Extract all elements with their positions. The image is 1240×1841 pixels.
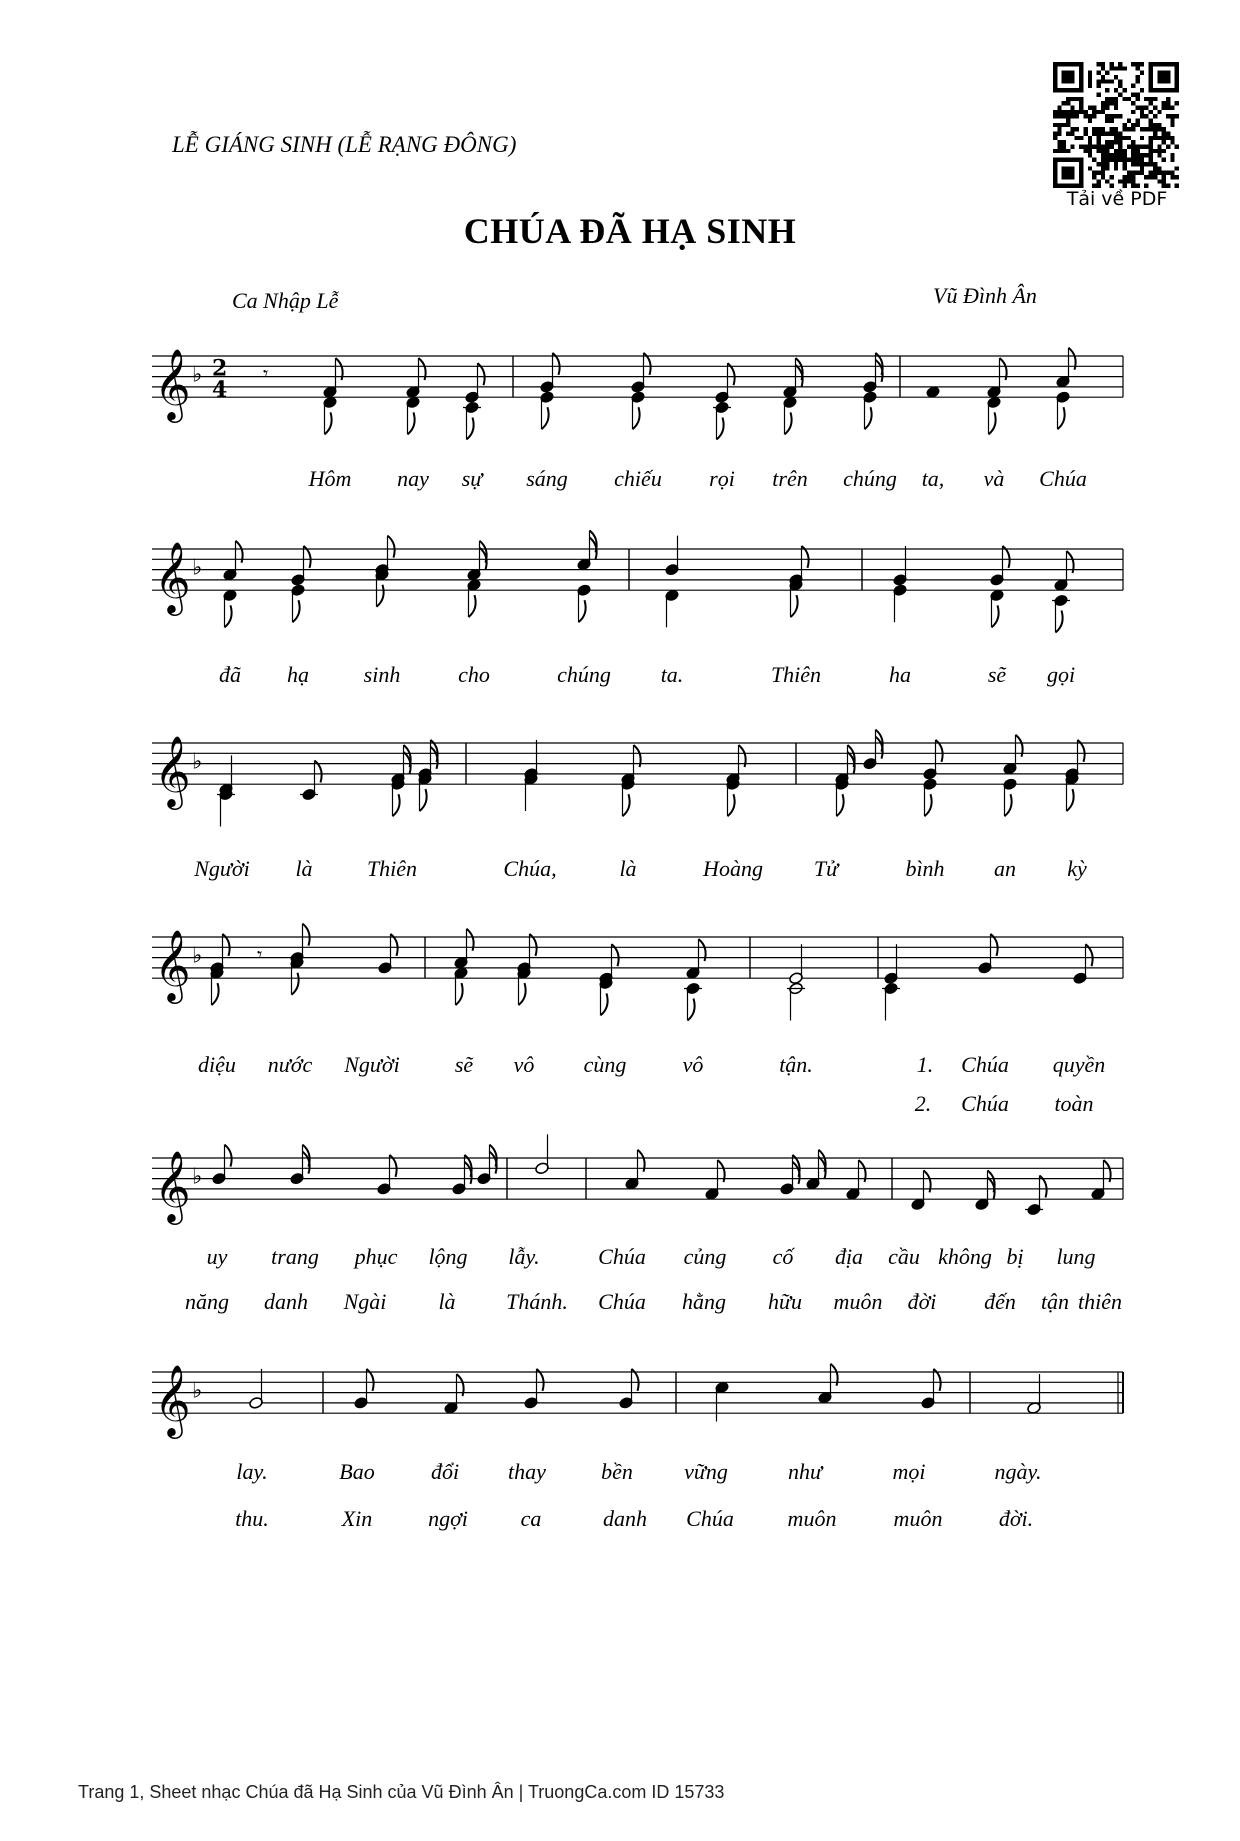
lyric-word: danh (603, 1506, 647, 1531)
staff-system-2 (152, 530, 1123, 632)
staff-system-3 (152, 730, 1123, 827)
lyric-word: bền (601, 1459, 633, 1484)
lyric-word: trên (772, 466, 808, 491)
lyric-word: gọi (1046, 662, 1076, 687)
lyric-word: như (788, 1459, 822, 1484)
lyric-word: kỳ (1067, 856, 1087, 881)
staff-system-1 (152, 347, 1123, 439)
lyric-word: chúng (557, 662, 611, 687)
lyric-word: lung (1056, 1244, 1096, 1269)
lyric-word: danh (264, 1289, 308, 1314)
lyric-word: muôn (833, 1289, 883, 1314)
lyric-word: hạ (287, 662, 309, 687)
lyric-word: ta. (660, 662, 684, 687)
lyric-word: địa (834, 1244, 864, 1269)
lyric-word: vô (682, 1052, 704, 1077)
lyric-word: quyền (1052, 1052, 1106, 1077)
lyric-word: sinh (363, 662, 401, 687)
treble-clef-icon: 𝄞 (154, 734, 191, 808)
lyric-word: cố (772, 1244, 794, 1269)
lyric-word: toàn (1054, 1091, 1094, 1116)
lyric-word: vững (684, 1459, 728, 1484)
lyric-word: đến (984, 1289, 1016, 1314)
lyric-word: lay. (236, 1459, 268, 1484)
lyric-word: sự (461, 466, 483, 491)
flat-icon: ♭ (192, 1378, 203, 1404)
lyric-word: trang (271, 1244, 319, 1269)
staff-system-6 (152, 1363, 1123, 1439)
lyric-word: muôn (893, 1506, 943, 1531)
lyric-word: là (295, 856, 313, 881)
lyric-word: ha (889, 662, 911, 687)
lyric-word: Người (194, 856, 250, 881)
lyric-word: Ngài (343, 1289, 387, 1314)
section-label: Ca Nhập Lễ (232, 288, 339, 313)
lyric-word: Thiên (366, 856, 418, 881)
svg-text:𝄾: 𝄾 (257, 942, 263, 967)
lyric-word: thu. (235, 1506, 269, 1531)
lyric-word: cùng (583, 1052, 627, 1077)
lyric-word: ta, (921, 466, 945, 491)
lyric-word: ngợi (428, 1506, 468, 1531)
lyric-word: 1. (916, 1052, 934, 1077)
lyric-word: Chúa (961, 1091, 1009, 1116)
flat-icon: ♭ (192, 362, 203, 388)
lyric-word: lộng (428, 1244, 468, 1269)
lyric-word: hằng (682, 1289, 726, 1314)
composer-name: Vũ Đình Ân (933, 283, 1037, 308)
lyric-word: là (438, 1289, 456, 1314)
treble-clef-icon: 𝄞 (154, 347, 191, 421)
lyric-word: thay (508, 1459, 546, 1484)
lyric-word: và (983, 466, 1005, 491)
treble-clef-icon: 𝄞 (154, 928, 191, 1002)
lyric-word: Bao (339, 1459, 375, 1484)
flat-icon: ♭ (192, 555, 203, 581)
song-title: CHÚA ĐÃ HẠ SINH (463, 211, 797, 251)
flat-icon: ♭ (192, 749, 203, 775)
lyric-word: đổi (430, 1459, 460, 1484)
lyric-word: ngày. (994, 1459, 1042, 1484)
treble-clef-icon: 𝄞 (154, 1149, 191, 1223)
download-pdf-link[interactable]: Tải về PDF (1066, 188, 1168, 210)
lyric-word: đời (907, 1289, 937, 1314)
lyric-word: Chúa, (503, 856, 557, 881)
flat-icon: ♭ (192, 943, 203, 969)
page-footer: Trang 1, Sheet nhạc Chúa đã Hạ Sinh của Vũ Đình Ân | TruongCa.com ID 15733 (78, 1782, 725, 1802)
lyric-word: cho (458, 662, 490, 687)
lyric-word: an (994, 856, 1016, 881)
lyric-word: đã (219, 662, 241, 687)
lyric-word: diệu (198, 1052, 236, 1077)
lyric-word: đời. (998, 1506, 1034, 1531)
lyric-word: lẫy. (508, 1244, 540, 1269)
flat-icon: ♭ (192, 1164, 203, 1190)
lyric-word: chúng (843, 466, 897, 491)
lyric-word: Người (344, 1052, 400, 1077)
lyric-word: sẽ (987, 662, 1007, 687)
lyric-word: là (619, 856, 637, 881)
lyric-word: bình (905, 856, 945, 881)
svg-text:2: 2 (212, 355, 228, 382)
lyric-word: không (938, 1244, 992, 1269)
lyric-word: 2. (914, 1091, 932, 1116)
lyric-word: cầu (888, 1244, 920, 1269)
lyric-word: Hôm (308, 466, 352, 491)
occasion-heading: LỄ GIÁNG SINH (LỄ RẠNG ĐÔNG) (172, 132, 517, 157)
lyric-word: Hoàng (703, 856, 763, 881)
lyric-word: Chúa (1039, 466, 1087, 491)
lyric-word: chiếu (614, 466, 662, 491)
lyric-word: nước (267, 1052, 313, 1077)
lyric-word: Chúa (598, 1289, 646, 1314)
svg-text:4: 4 (212, 377, 228, 404)
lyric-word: thiên (1078, 1289, 1122, 1314)
lyric-word: sáng (526, 466, 568, 491)
lyric-word: Thiên (770, 662, 822, 687)
lyric-word: hữu (768, 1289, 802, 1314)
lyric-word: ca (520, 1506, 542, 1531)
treble-clef-icon: 𝄞 (154, 540, 191, 614)
svg-text:𝄾: 𝄾 (263, 361, 269, 386)
lyric-word: muôn (787, 1506, 837, 1531)
lyric-word: sẽ (454, 1052, 474, 1077)
lyric-word: tận (1040, 1289, 1070, 1314)
lyric-word: Tử (813, 856, 839, 881)
lyric-word: Chúa (961, 1052, 1009, 1077)
staff-system-5 (152, 1134, 1123, 1225)
lyric-word: rọi (709, 466, 735, 491)
lyric-word: củng (683, 1244, 727, 1269)
lyric-word: phục (354, 1244, 398, 1269)
lyric-word: vô (513, 1052, 535, 1077)
lyric-word: tận. (779, 1052, 813, 1077)
lyric-word: Xin (341, 1506, 373, 1531)
lyric-word: Chúa (598, 1244, 646, 1269)
lyric-word: bị (1006, 1244, 1024, 1269)
lyric-word: nay (397, 466, 429, 491)
treble-clef-icon: 𝄞 (154, 1363, 191, 1437)
lyric-word: uy (206, 1244, 228, 1269)
lyric-word: Thánh. (506, 1289, 568, 1314)
staff-system-4 (152, 924, 1123, 1021)
lyric-word: Chúa (686, 1506, 734, 1531)
lyric-word: mọi (892, 1459, 926, 1484)
lyric-word: năng (185, 1289, 229, 1314)
